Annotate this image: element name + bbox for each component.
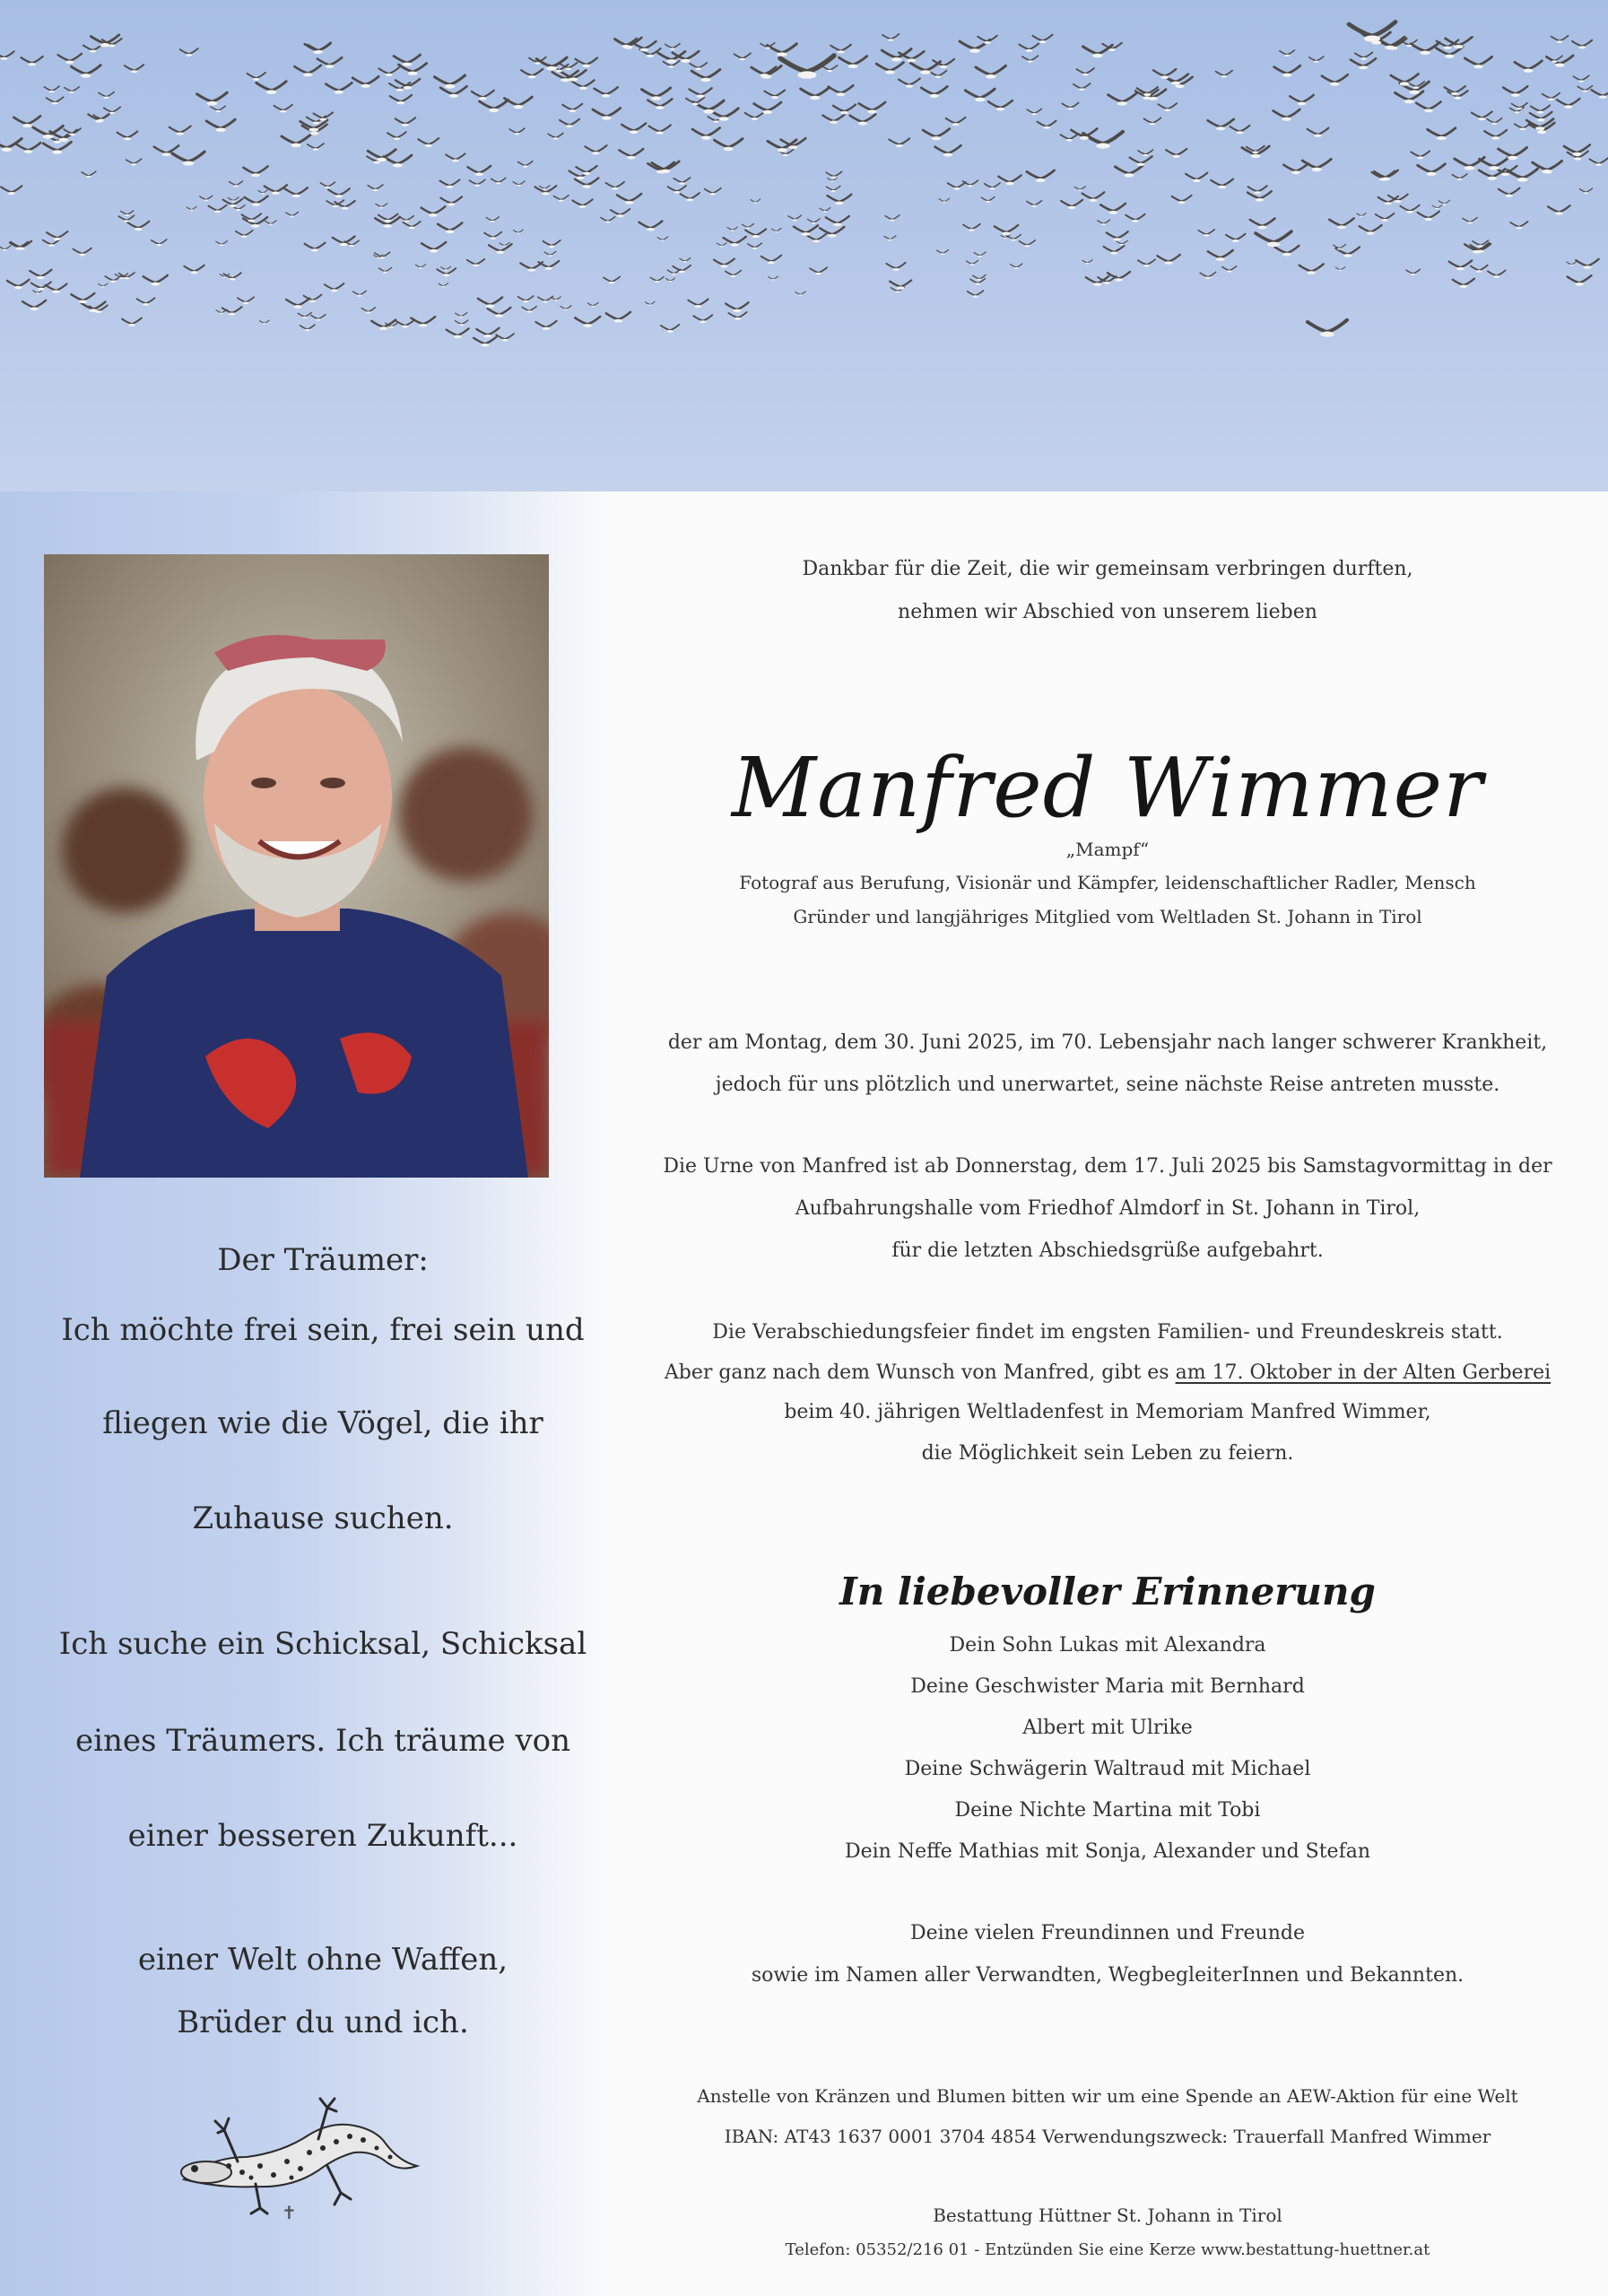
poem-line: Brüder du und ich. (177, 2005, 469, 2040)
poem-line: Ich suche ein Schicksal, Schicksal (58, 1626, 587, 1662)
poem-line: fliegen wie die Vögel, die ihr (102, 1405, 543, 1441)
ceremony-line: Die Verabschiedungsfeier findet im engsten Familien- und Freundeskreis statt. (712, 1321, 1503, 1344)
friends-line: Deine vielen Freundinnen und Freunde (909, 1922, 1305, 1944)
portrait-photo (44, 554, 549, 1178)
poem-line: einer besseren Zukunft... (127, 1818, 518, 1854)
cross-icon: ✝ (282, 2202, 297, 2223)
flock-of-birds-image (0, 0, 1608, 491)
poem-line: einer Welt ohne Waffen, (137, 1942, 508, 1978)
ceremony-line (628, 1361, 1587, 1384)
family-line: Deine Geschwister Maria mit Bernhard (910, 1675, 1305, 1698)
family-line: Albert mit Ulrike (1022, 1717, 1193, 1739)
gecko-icon (175, 2072, 426, 2219)
death-notice-line: jedoch für uns plötzlich und unerwartet, seine nächste Reise antreten musste. (715, 1074, 1500, 1096)
poem-title: Der Träumer: (217, 1242, 429, 1278)
family-line: Dein Neffe Mathias mit Sonja, Alexander und Stefan (844, 1840, 1371, 1863)
family-line: Deine Nichte Martina mit Tobi (954, 1799, 1261, 1822)
intro-line: Dankbar für die Zeit, die wir gemeinsam verbringen durften, (802, 558, 1413, 580)
ceremony-line-text: Aber ganz nach dem Wunsch von Manfred, gibt es (664, 1361, 1176, 1384)
nickname: „Mampf“ (1065, 839, 1150, 860)
poem-line: eines Träumers. Ich träume von (74, 1723, 571, 1759)
funeral-home-name: Bestattung Hüttner St. Johann in Tirol (933, 2205, 1282, 2226)
urn-line: Die Urne von Manfred ist ab Donnerstag, dem 17. Juli 2025 bis Samstagvormittag in der (663, 1155, 1552, 1178)
description-line: Gründer und langjähriges Mitglied vom Weltladen St. Johann in Tirol (793, 906, 1422, 927)
urn-line: Aufbahrungshalle vom Friedhof Almdorf in St. Johann in Tirol, (795, 1197, 1421, 1220)
intro-line: nehmen wir Abschied von unserem lieben (898, 601, 1317, 623)
memory-heading: In liebevoller Erinnerung (839, 1570, 1376, 1613)
deceased-name: Manfred Wimmer (731, 740, 1484, 836)
donation-iban-line: IBAN: AT43 1637 0001 3704 4854 Verwendungszweck: Trauerfall Manfred Wimmer (724, 2126, 1491, 2147)
donation-line: Anstelle von Kränzen und Blumen bitten wir um eine Spende an AEW-Aktion für eine Welt (697, 2085, 1518, 2107)
death-notice-line: der am Montag, dem 30. Juni 2025, im 70. Lebensjahr nach langer schwerer Krankheit, (667, 1031, 1548, 1054)
funeral-home-contact: Telefon: 05352/216 01 - Entzünden Sie eine Kerze www.bestattung-huettner.at (785, 2240, 1430, 2259)
urn-line: für die letzten Abschiedsgrüße aufgebahrt. (891, 1239, 1324, 1262)
ceremony-line: beim 40. jährigen Weltladenfest in Memoriam Manfred Wimmer, (784, 1401, 1431, 1423)
ceremony-date-location: am 17. Oktober in der Alten Gerberei (1175, 1361, 1552, 1384)
family-line: Dein Sohn Lukas mit Alexandra (949, 1634, 1266, 1657)
header-banner-birds (0, 0, 1608, 491)
description-line: Fotograf aus Berufung, Visionär und Kämpfer, leidenschaftlicher Radler, Mensch (739, 872, 1476, 893)
friends-line: sowie im Namen aller Verwandten, WegbegleiterInnen und Bekannten. (751, 1964, 1465, 1987)
poem-line: Ich möchte frei sein, frei sein und (61, 1312, 585, 1348)
family-line: Deine Schwägerin Waltraud mit Michael (904, 1758, 1311, 1780)
ceremony-line: die Möglichkeit sein Leben zu feiern. (921, 1442, 1294, 1465)
poem-line: Zuhause suchen. (192, 1500, 454, 1536)
